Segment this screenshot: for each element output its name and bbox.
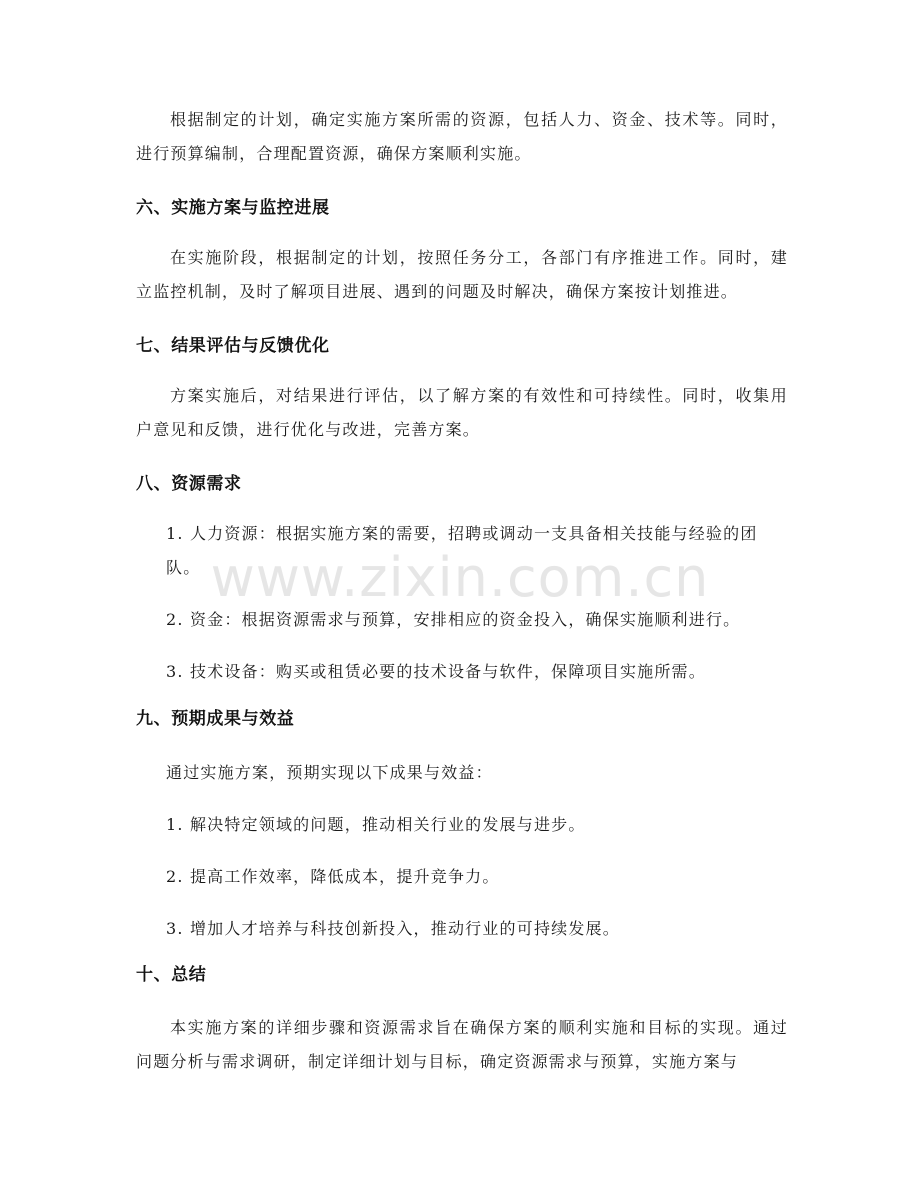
section-6-paragraph: 在实施阶段，根据制定的计划，按照任务分工，各部门有序推进工作。同时，建立监控机制，及时了解项目进展、遇到的问题及时解决，确保方案按计划推进。 <box>136 248 788 301</box>
section-8-item-2: 2. 资金：根据资源需求与预算，安排相应的资金投入，确保实施顺利进行。 <box>166 610 741 629</box>
section-8-item-3: 3. 技术设备：购买或租赁必要的技术设备与软件，保障项目实施所需。 <box>166 662 706 681</box>
section-9-item-1: 1. 解决特定领域的问题，推动相关行业的发展与进步。 <box>166 815 586 834</box>
resource-planning-paragraph: 根据制定的计划，确定实施方案所需的资源，包括人力、资金、技术等。同时，进行预算编制，合理配置资源，确保方案顺利实施。 <box>136 110 788 163</box>
section-7-heading: 七、结果评估与反馈优化 <box>136 336 330 356</box>
section-8-item-1: 1. 人力资源：根据实施方案的需要，招聘或调动一支具备相关技能与经验的团队。 <box>166 524 758 577</box>
watermark: www.zixin.com.cn <box>210 546 710 609</box>
section-9-heading: 九、预期成果与效益 <box>136 709 295 729</box>
section-8-heading: 八、资源需求 <box>136 474 242 494</box>
section-9-intro: 通过实施方案，预期实现以下成果与效益： <box>166 763 493 782</box>
section-10-heading: 十、总结 <box>136 965 207 985</box>
section-6-heading: 六、实施方案与监控进展 <box>136 198 330 218</box>
section-9-item-3: 3. 增加人才培养与科技创新投入，推动行业的可持续发展。 <box>166 919 620 938</box>
section-7-paragraph: 方案实施后，对结果进行评估，以了解方案的有效性和可持续性。同时，收集用户意见和反馈，进行优化与改进，完善方案。 <box>136 386 788 439</box>
section-9-item-2: 2. 提高工作效率，降低成本，提升竞争力。 <box>166 867 500 886</box>
section-10-paragraph: 本实施方案的详细步骤和资源需求旨在确保方案的顺利实施和目标的实现。通过问题分析与需求调研，制定详细计划与目标，确定资源需求与预算，实施方案与 <box>136 1018 788 1071</box>
